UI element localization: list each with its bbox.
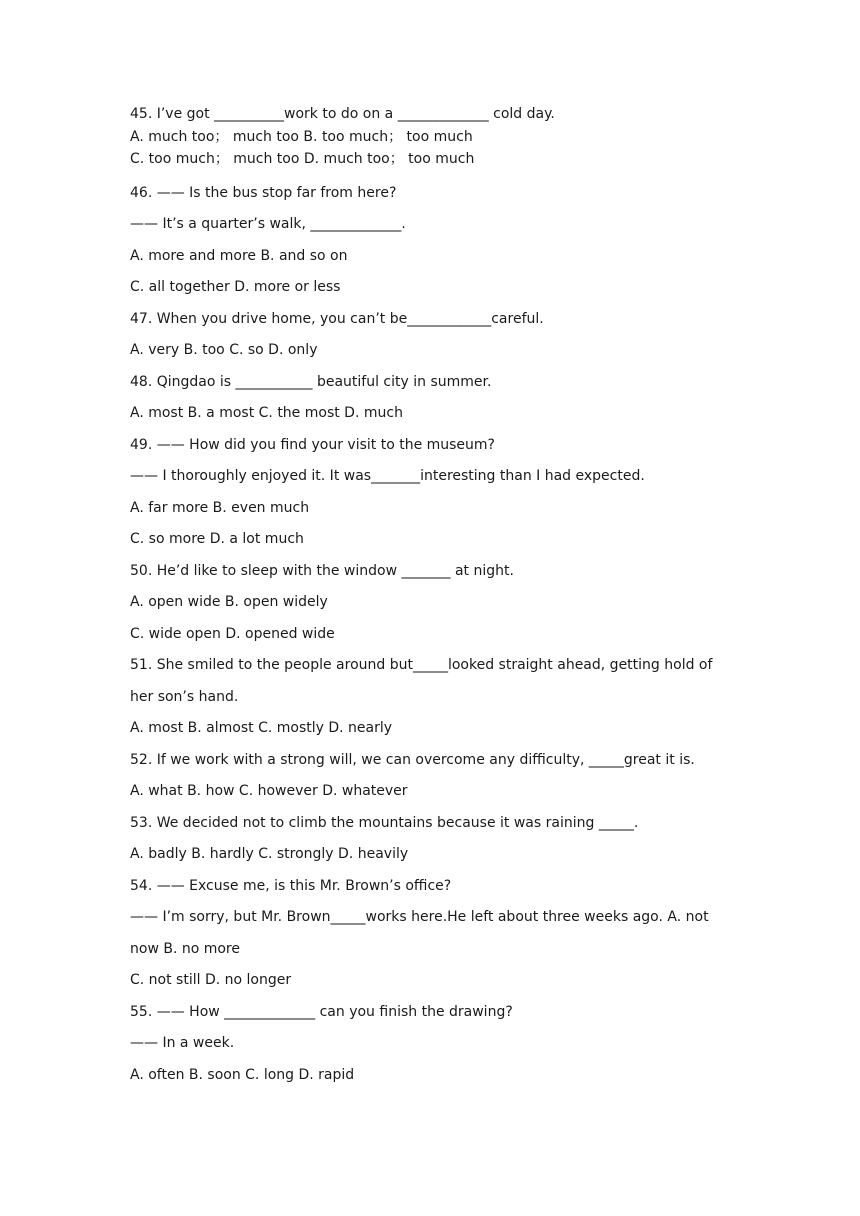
- question-45-options-cd: C. too much； much too D. much too； too much: [130, 151, 475, 167]
- question-51-stem: 51. She smiled to the people around but_____looked straight ahead, getting hold of: [130, 657, 713, 673]
- question-48-stem: 48. Qingdao is ___________ beautiful city in summer.: [130, 373, 492, 390]
- question-45: [130, 104, 740, 172]
- question-52-stem: 52. If we work with a strong will, we can overcome any difficulty, _____great it is.: [130, 751, 695, 768]
- question-48: [130, 372, 740, 435]
- question-55-options: A. often B. soon C. long D. rapid: [130, 1066, 355, 1083]
- question-47-options: A. very B. too C. so D. only: [130, 342, 318, 358]
- question-49-stem: 49. —— How did you find your visit to the museum?: [130, 436, 495, 453]
- question-50-options-ab: A. open wide B. open widely: [130, 594, 328, 610]
- question-55-reply: —— In a week.: [130, 1035, 235, 1051]
- question-50-stem: 50. He’d like to sleep with the window _______ at night.: [130, 562, 514, 579]
- question-49-options-ab: A. far more B. even much: [130, 499, 310, 516]
- question-46-options-ab: A. more and more B. and so on: [130, 247, 348, 264]
- question-50-options-cd: C. wide open D. opened wide: [130, 625, 335, 642]
- question-52-options: A. what B. how C. however D. whatever: [130, 783, 408, 799]
- question-49-options-cd: C. so more D. a lot much: [130, 531, 304, 547]
- question-54: [130, 876, 740, 1002]
- question-47-stem: 47. When you drive home, you can’t be____________careful.: [130, 310, 544, 327]
- question-49: [130, 435, 740, 561]
- question-55-stem: 55. —— How _____________ can you finish the drawing?: [130, 1003, 513, 1020]
- question-47: [130, 309, 740, 372]
- question-51-stem-continued: her son’s hand.: [130, 688, 239, 705]
- question-46-options-cd: C. all together D. more or less: [130, 279, 341, 295]
- question-53: [130, 813, 740, 876]
- question-51-options: A. most B. almost C. mostly D. nearly: [130, 720, 393, 736]
- question-53-options: A. badly B. hardly C. strongly D. heavily: [130, 846, 409, 862]
- question-49-reply: —— I thoroughly enjoyed it. It was_______interesting than I had expected.: [130, 468, 645, 484]
- question-53-stem: 53. We decided not to climb the mountains because it was raining _____.: [130, 814, 639, 831]
- question-46-reply: —— It’s a quarter’s walk, _____________.: [130, 216, 406, 232]
- question-54-options-cd: C. not still D. no longer: [130, 972, 292, 988]
- question-48-options: A. most B. a most C. the most D. much: [130, 405, 403, 421]
- question-45-stem: 45. I’ve got __________work to do on a _____________ cold day.: [130, 106, 555, 122]
- question-46: [130, 183, 740, 309]
- question-52: [130, 750, 740, 813]
- question-54-stem: 54. —— Excuse me, is this Mr. Brown’s office?: [130, 877, 452, 894]
- question-51: [130, 655, 740, 750]
- question-54-reply: —— I’m sorry, but Mr. Brown_____works here.He left about three weeks ago. A. not: [130, 909, 709, 925]
- question-55: [130, 1002, 740, 1097]
- question-45-options-ab: A. much too； much too B. too much； too much: [130, 128, 473, 145]
- question-46-stem: 46. —— Is the bus stop far from here?: [130, 184, 397, 201]
- question-54-options-ab: now B. no more: [130, 940, 240, 957]
- question-50: [130, 561, 740, 656]
- exam-page: [130, 104, 740, 1096]
